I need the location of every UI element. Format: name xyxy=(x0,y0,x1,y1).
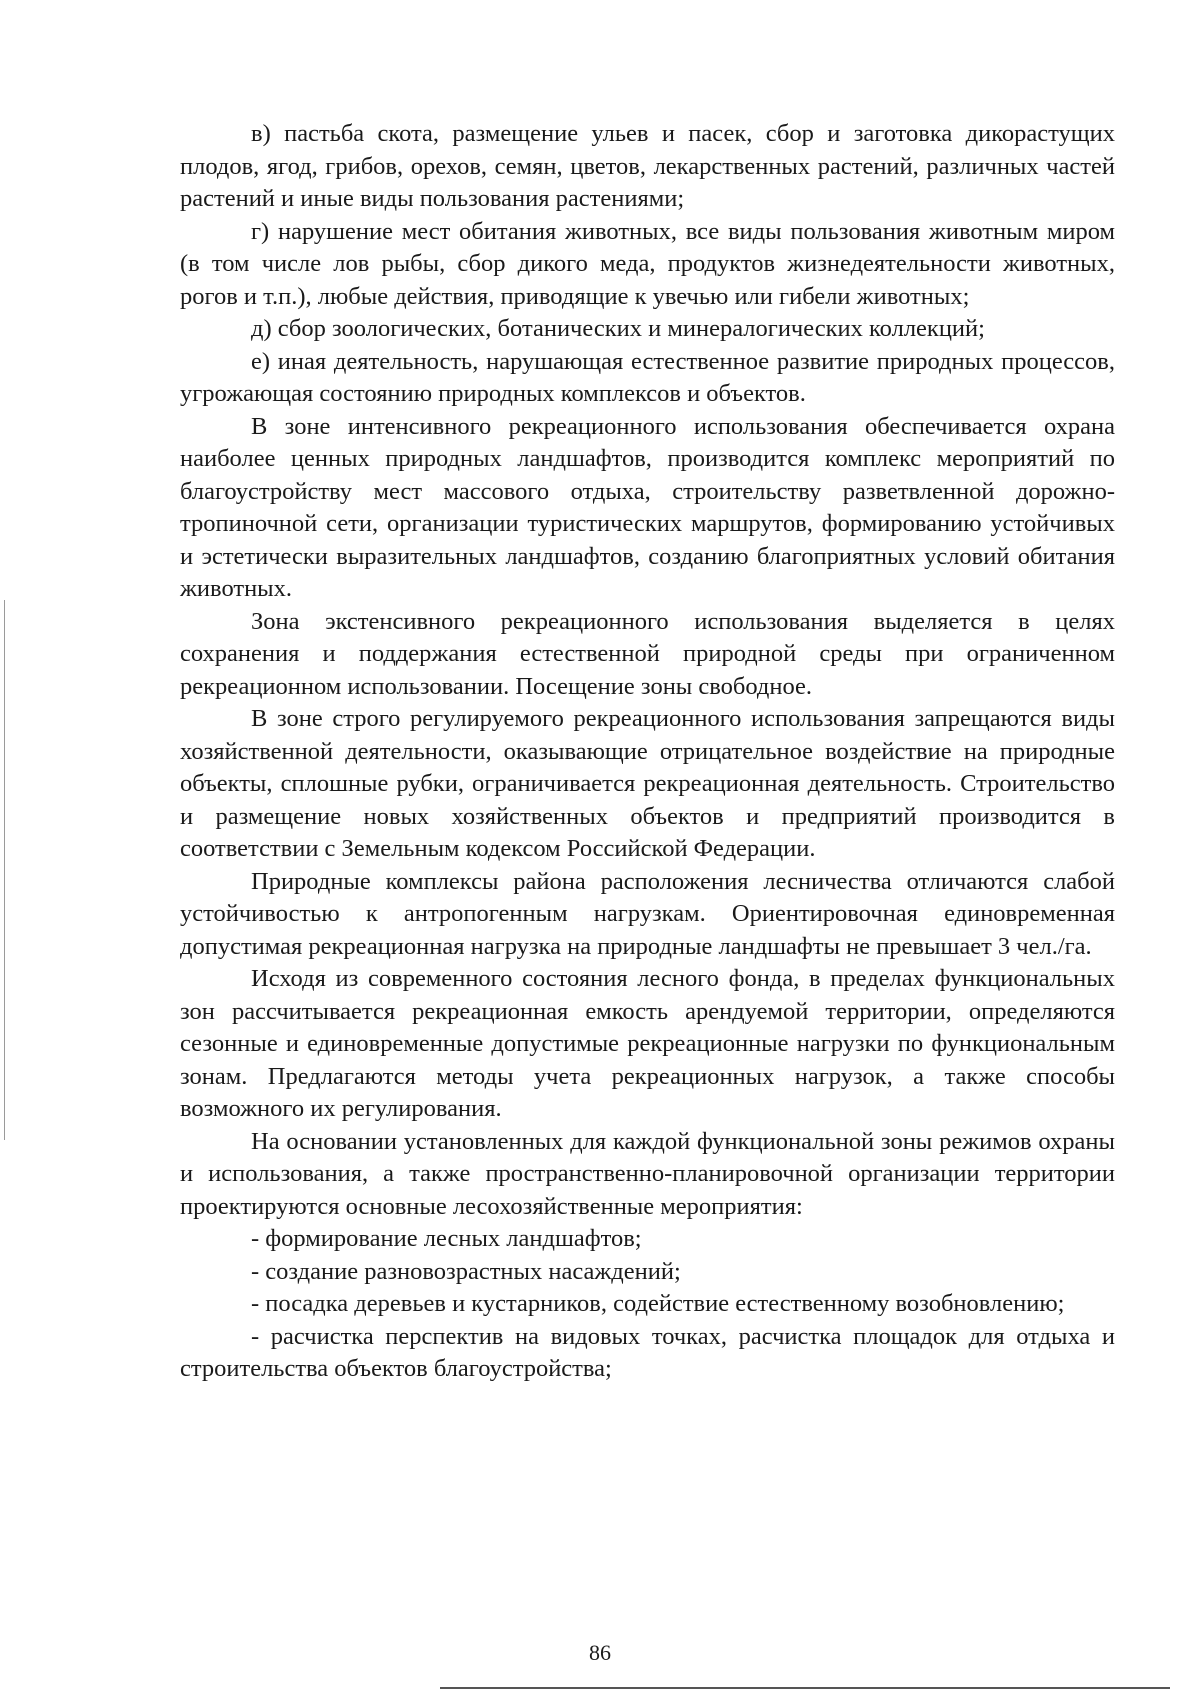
paragraph-other-activity: е) иная деятельность, нарушающая естественное развитие природных процессов, угрожающая состоянию природных комплексов и объектов. xyxy=(180,347,1115,407)
list-item-clearing: - расчистка перспектив на видовых точках, расчистка площадок для отдыха и строительства объектов благоустройства; xyxy=(180,1322,1115,1382)
paragraph-collections: д) сбор зоологических, ботанических и минералогических коллекций; xyxy=(251,315,985,342)
bottom-rule xyxy=(440,1687,1170,1689)
list-item-plantings: - создание разновозрастных насаждений; xyxy=(251,1257,681,1285)
page-number: 86 xyxy=(589,1640,611,1665)
scan-edge-mark xyxy=(4,600,5,1140)
paragraph-grazing: в) пастьба скота, размещение ульев и пасек, сбор и заготовка дикорастущих плодов, ягод, грибов, орехов, семян, цветов, лекарственных растений, различных частей растений и иные виды пользования растениями; xyxy=(180,120,1115,212)
paragraph-capacity: Исходя из современного состояния лесного фонда, в пределах функциональных зон рассчитывается рекреационная емкость арендуемой территории, определяются сезонные и единовременные допустимые рекреационные нагрузки по функциональным зонам. Предлагаются методы учета рекреационных нагрузок, а также способы возможного их регулирования. xyxy=(180,965,1115,1122)
list-item-landscapes: - формирование лесных ландшафтов; xyxy=(251,1225,642,1252)
paragraph-measures-intro: На основании установленных для каждой функциональной зоны режимов охраны и использования, а также пространственно-планировочной организации территории проектируются основные лесохозяйственные мероприятия: xyxy=(180,1127,1115,1220)
paragraph-intensive-zone: В зоне интенсивного рекреационного использования обеспечивается охрана наиболее ценных природных ландшафтов, производится комплекс мероприятий по благоустройству мест массового отдыха, строительству разветвленной дорожно-тропиночной сети, организации туристических маршрутов, формированию устойчивых и эстетически выразительных ландшафтов, созданию благоприятных условий обитания животных. xyxy=(180,412,1115,602)
paragraph-regulated-zone: В зоне строго регулируемого рекреационного использования запрещаются виды хозяйственной деятельности, оказывающие отрицательное воздействие на природные объекты, сплошные рубки, ограничивается рекреационная деятельность. Строительство и размещение новых хозяйственных объектов и предприятий производится в соответствии с Земельным кодексом Российской Федерации. xyxy=(180,705,1115,862)
document-page xyxy=(180,118,1115,1386)
paragraph-extensive-zone: Зона экстенсивного рекреационного использования выделяется в целях сохранения и поддержания естественной природной среды при ограниченном рекреационном использовании. Посещение зоны свободное. xyxy=(180,607,1115,700)
paragraph-habitat: г) нарушение мест обитания животных, все виды пользования животным миром (в том числе лов рыбы, сбор дикого меда, продуктов жизнедеятельности животных, рогов и т.п.), любые действия, приводящие к увечью или гибели животных; xyxy=(180,217,1115,310)
paragraph-load-limits: Природные комплексы района расположения лесничества отличаются слабой устойчивостью к антропогенным нагрузкам. Ориентировочная единовременная допустимая рекреационная нагрузка на природные ландшафты не превышает 3 чел./га. xyxy=(180,867,1115,960)
list-item-trees: - посадка деревьев и кустарников, содействие естественному возобновлению; xyxy=(251,1290,1065,1317)
